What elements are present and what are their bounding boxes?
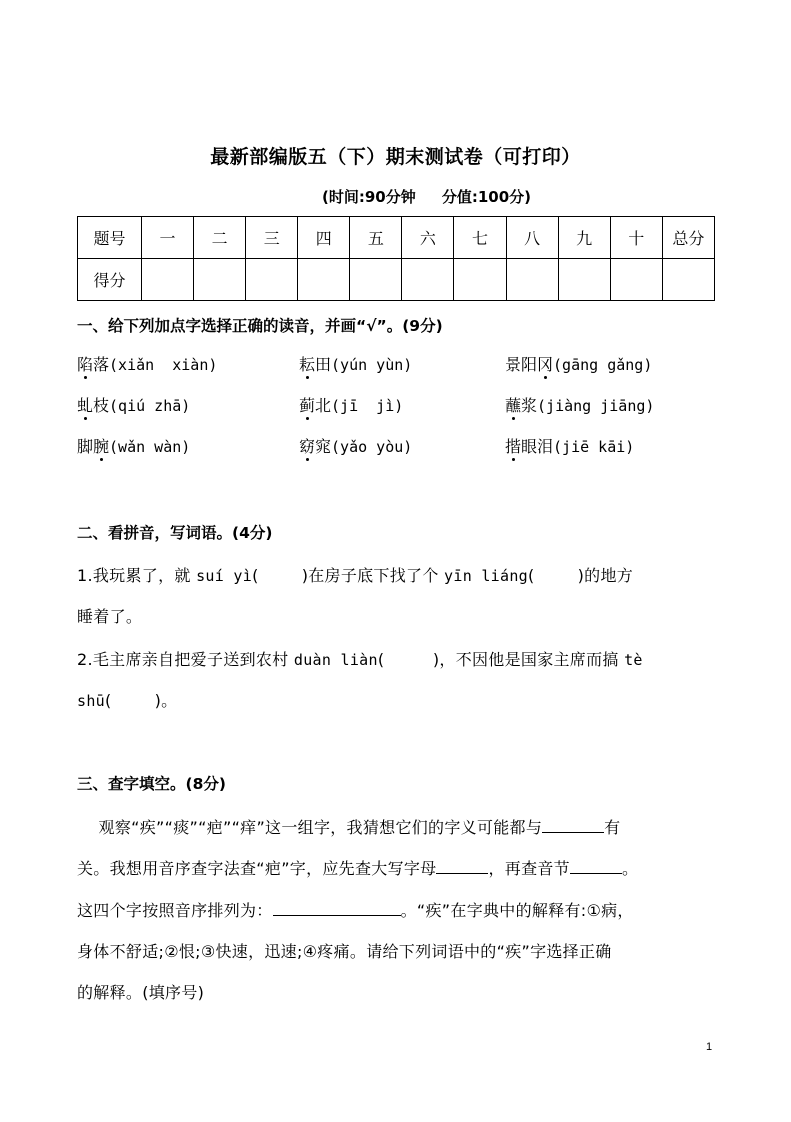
answer-blank[interactable]: ( )的地方 [528,566,634,585]
answer-blank[interactable]: ( )在房子底下找了个 [252,566,445,585]
pinyin-item [505,393,654,416]
paragraph-text: ，再查音节 [488,859,570,878]
score-table-col: 五 [350,217,402,259]
item-suffix: 落 [93,355,110,374]
dotted-char: 蓟 [299,393,315,416]
pinyin-choices[interactable]: (jiē kāi) [553,438,635,456]
score-table-col: 六 [402,217,454,259]
pinyin-choices[interactable]: (jī jì) [331,397,404,415]
pinyin-choices[interactable]: (wǎn wàn) [109,438,191,456]
score-table-col: 二 [194,217,246,259]
q2-sentence-2 [77,647,643,670]
score-table-header-row [78,217,715,259]
answer-blank[interactable]: ( )，不因他是国家主席而搞 [377,650,625,669]
item-prefix: 景阳 [505,355,538,374]
q1-heading: 一、给下列加点字选择正确的读音，并画“√”。(9分) [77,317,443,335]
score-cell[interactable] [298,259,350,301]
answer-blank[interactable]: ( )。 [105,691,178,710]
score-cell[interactable] [350,259,402,301]
pinyin-choices[interactable]: (yún yùn) [331,356,413,374]
dotted-char: 腕 [93,434,109,457]
paragraph-text: 关。我想用音序查字法查“疤”字，应先查大写字母 [77,859,437,878]
paragraph-text: 。“疾”在字典中的解释有:①病， [400,901,634,920]
pinyin-prompt: tè [624,651,643,669]
item-suffix: 眼泪 [521,437,554,456]
paragraph-text: 有 [604,818,621,837]
fill-blank[interactable] [542,818,604,833]
pinyin-choices[interactable]: (gāng gǎng) [553,356,653,374]
fill-blank[interactable] [273,901,401,916]
score-table-row-label: 题号 [78,217,142,259]
score-cell[interactable] [610,259,662,301]
score-table-col: 四 [298,217,350,259]
paragraph-text: 。 [622,859,639,878]
score-cell[interactable] [506,259,558,301]
pinyin-item [505,434,634,457]
score-cell[interactable] [194,259,246,301]
dotted-char: 耘 [299,352,315,375]
item-prefix: 脚 [77,437,94,456]
page-number: 1 [706,1041,713,1053]
score-cell[interactable] [558,259,610,301]
q3-heading: 三、查字填空。(8分) [77,775,226,793]
pinyin-choices[interactable]: (qiú zhā) [109,397,191,415]
pinyin-prompt: yīn liáng [444,567,529,585]
q2-sentence-2-cont [77,688,177,711]
pinyin-prompt: duàn liàn [293,651,378,669]
pinyin-item [77,393,190,416]
q2-sentence-1-cont: 睡着了。 [77,607,143,626]
dotted-char: 揩 [505,434,521,457]
score-cell[interactable] [246,259,298,301]
pinyin-choices[interactable]: (jiàng jiāng) [537,397,655,415]
fill-blank[interactable] [570,859,622,874]
score-table-score-row [78,259,715,301]
paragraph-text: 观察“疾”“痰”“疤”“痒”这一组字，我猜想它们的字义可能都与 [77,818,543,837]
q2-heading: 二、看拼音，写词语。(4分) [77,524,273,542]
q3-line: 身体不舒适;②恨;③快速，迅速;④疼痛。请给下列词语中的“疾”字选择正确 [77,942,612,961]
score-table-row-label: 得分 [78,259,142,301]
q3-line [77,898,634,921]
q3-line: 的解释。(填序号) [77,983,205,1002]
item-suffix: 枝 [93,396,110,415]
pinyin-item [505,352,652,375]
paragraph-text: 这四个字按照音序排列为： [77,901,273,920]
exam-subtitle: (时间:90分钟 分值:100分) [322,188,532,206]
item-suffix: 窕 [315,437,332,456]
pinyin-item [77,352,217,375]
score-table [77,216,715,301]
q3-line [77,856,638,879]
dotted-char: 蘸 [505,393,521,416]
score-table-col: 八 [506,217,558,259]
q3-line [77,815,620,838]
pinyin-prompt: shū [77,692,105,710]
item-suffix: 田 [315,355,332,374]
score-table-col: 总分 [662,217,714,259]
pinyin-prompt: suí yì [196,567,253,585]
score-cell[interactable] [402,259,454,301]
score-cell[interactable] [662,259,714,301]
score-table-col: 九 [558,217,610,259]
dotted-char: 陷 [77,352,93,375]
fill-blank[interactable] [436,859,488,874]
pinyin-choices[interactable]: (yǎo yòu) [331,438,413,456]
exam-title: 最新部编版五（下）期末测试卷（可打印） [210,146,581,168]
item-suffix: 北 [315,396,332,415]
score-table-col: 十 [610,217,662,259]
score-cell[interactable] [454,259,506,301]
pinyin-item [299,393,403,416]
score-table-col: 七 [454,217,506,259]
pinyin-choices[interactable]: (xiǎn xiàn) [109,356,218,374]
score-cell[interactable] [142,259,194,301]
pinyin-item [299,352,412,375]
dotted-char: 虬 [77,393,93,416]
item-suffix: 浆 [521,396,538,415]
dotted-char: 冈 [537,352,553,375]
pinyin-item [299,434,412,457]
score-table-col: 三 [246,217,298,259]
pinyin-item [77,434,190,457]
sentence-text: 1.我玩累了，就 [77,566,197,585]
score-table-col: 一 [142,217,194,259]
q2-sentence-1 [77,563,633,586]
dotted-char: 窈 [299,434,315,457]
sentence-text: 2.毛主席亲自把爱子送到农村 [77,650,294,669]
